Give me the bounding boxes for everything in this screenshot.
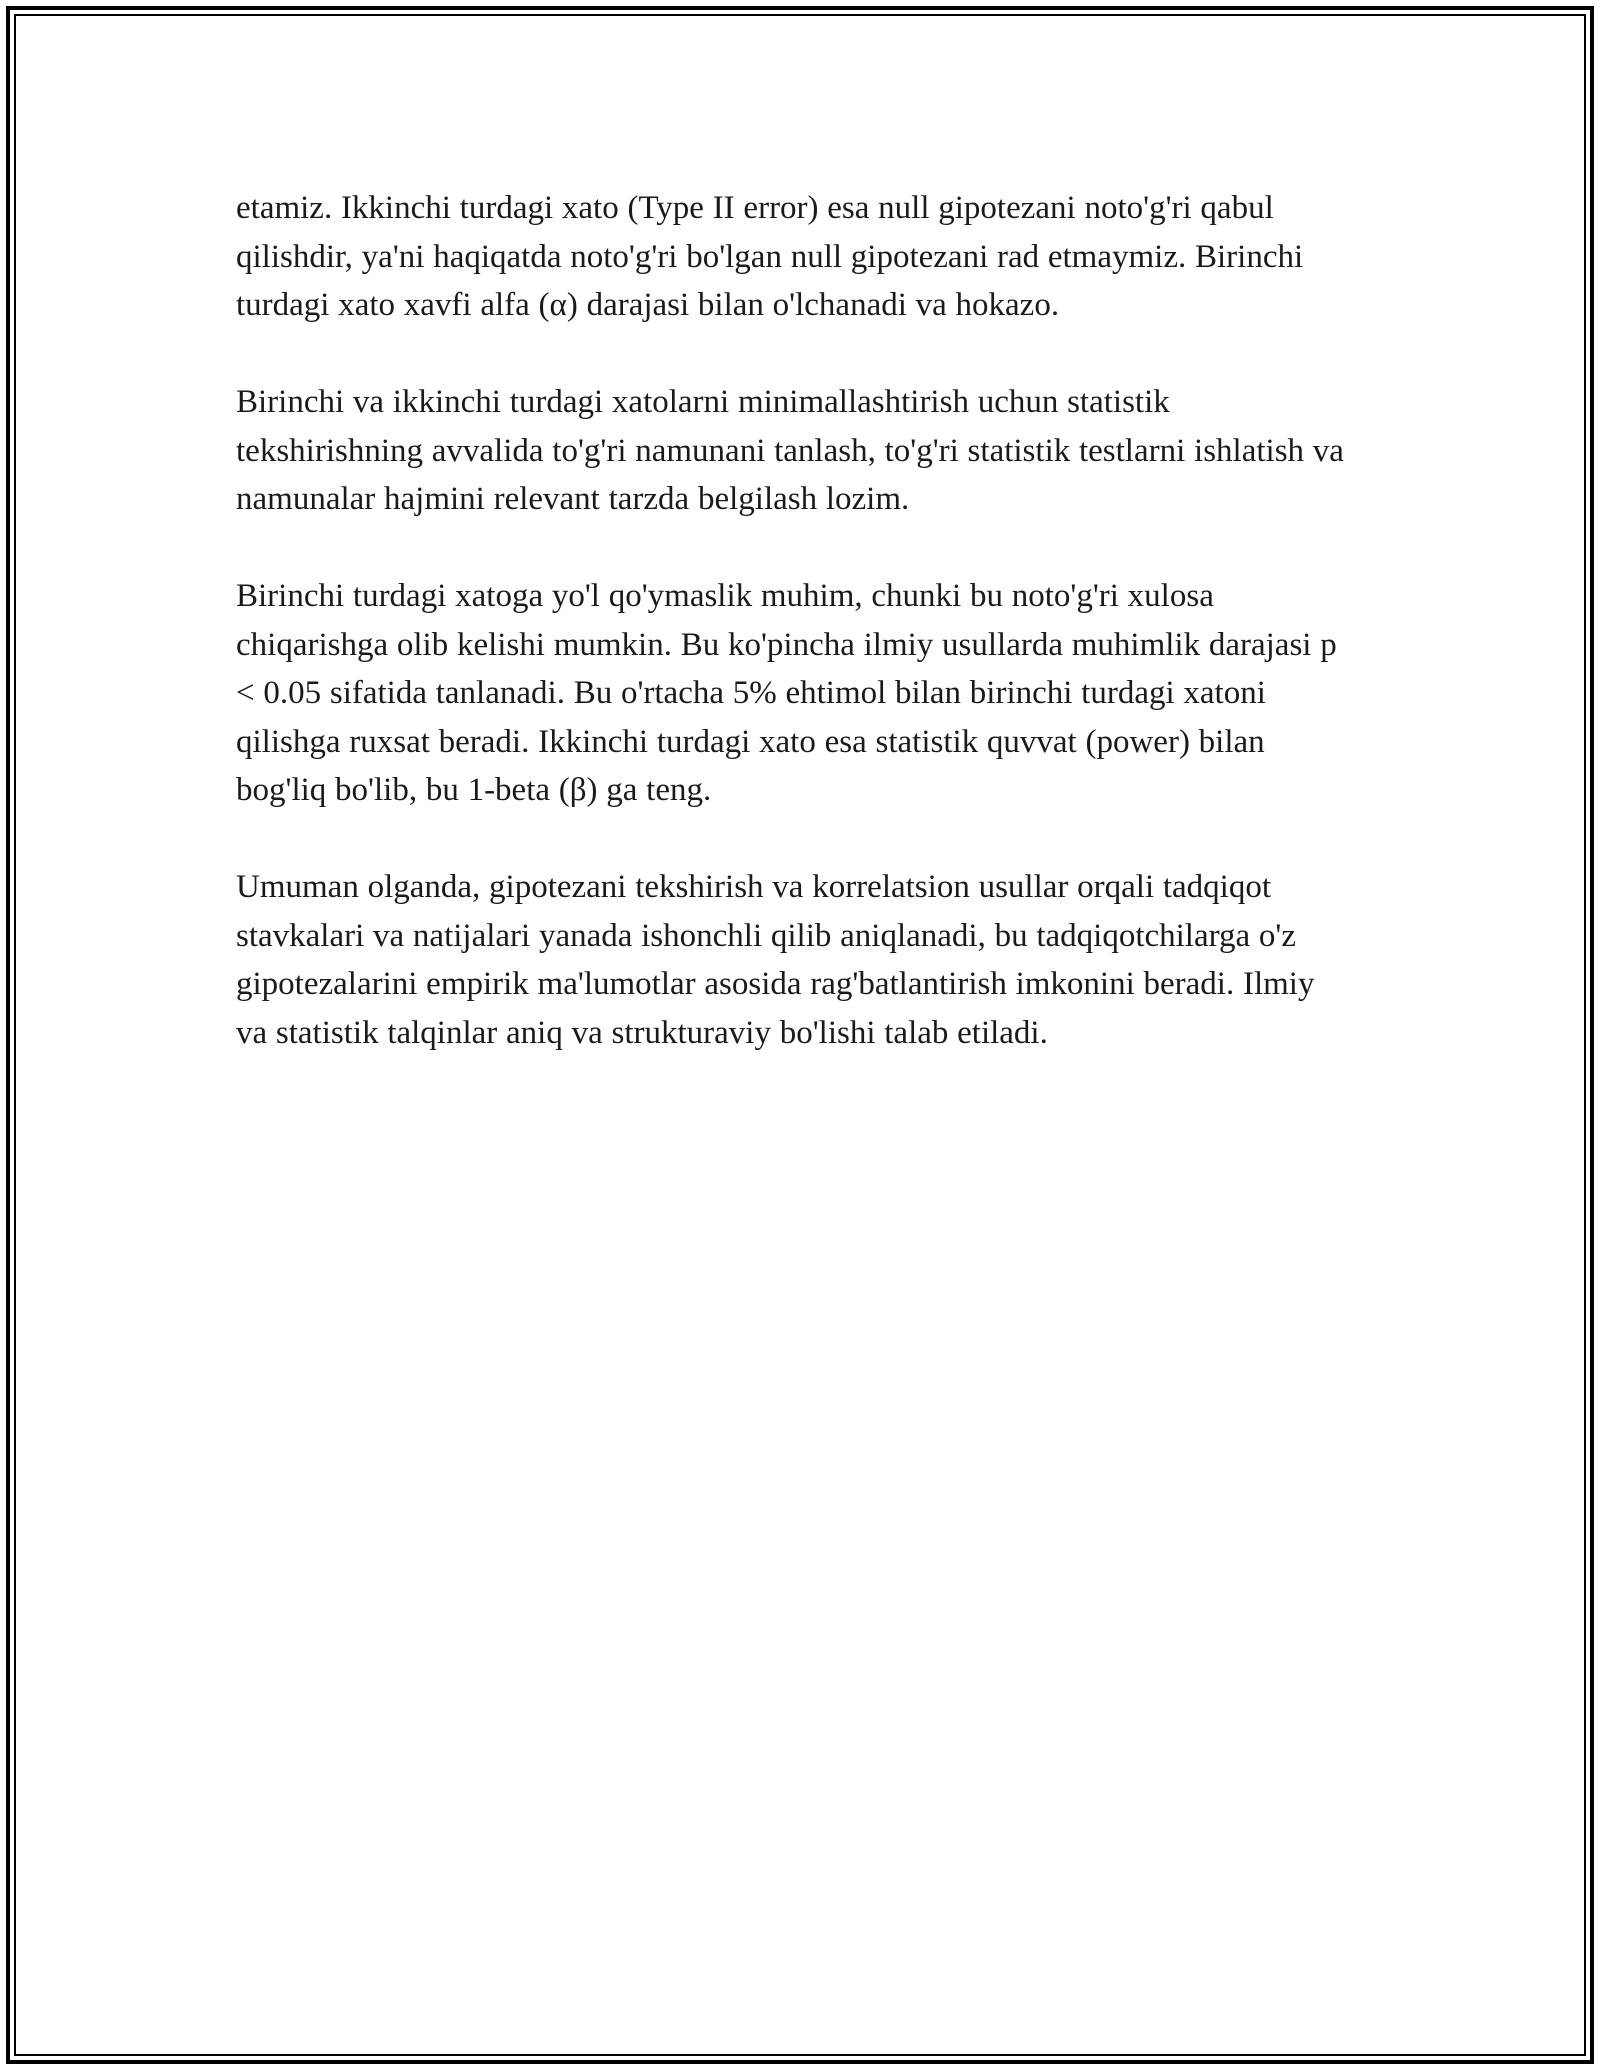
paragraph-minimizing-errors: Birinchi va ikkinchi turdagi xatolarni minimallashtirish uchun statistik tekshirishning avvalida to'g'ri namunani tanlash, to'g'ri statistik testlarni ishlatish va namunalar hajmini relevant tarzda belgilash lozim.: [236, 384, 1344, 517]
paragraph-significance-level: Birinchi turdagi xatoga yo'l qo'ymaslik muhim, chunki bu noto'g'ri xulosa chiqarishga olib kelishi mumkin. Bu ko'pincha ilmiy usullarda muhimlik darajasi p < 0.05 sifatida tanlanadi. Bu o'rtacha 5% ehtimol bilan birinchi turdagi xatoni qilishga ruxsat beradi. Ikkinchi turdagi xato esa statistik quvvat (power) bilan bog'liq bo'lib, bu 1-beta (β) ga teng.: [236, 578, 1337, 808]
document-body: [236, 184, 1346, 1106]
paragraph-conclusion: Umuman olganda, gipotezani tekshirish va korrelatsion usullar orqali tadqiqot stavkalari va natijalari yanada ishonchli qilib aniqlanadi, bu tadqiqotchilarga o'z gipotezalarini empirik ma'lumotlar asosida rag'batlantirish imkonini beradi. Ilmiy va statistik talqinlar aniq va strukturaviy bo'lishi talab etiladi.: [236, 869, 1315, 1051]
paragraph-type-two-error: etamiz. Ikkinchi turdagi xato (Type II error) esa null gipotezani noto'g'ri qabul qilishdir, ya'ni haqiqatda noto'g'ri bo'lgan null gipotezani rad etmaymiz. Birinchi turdagi xato xavfi alfa (α) darajasi bilan o'lchanadi va hokazo.: [236, 190, 1304, 323]
